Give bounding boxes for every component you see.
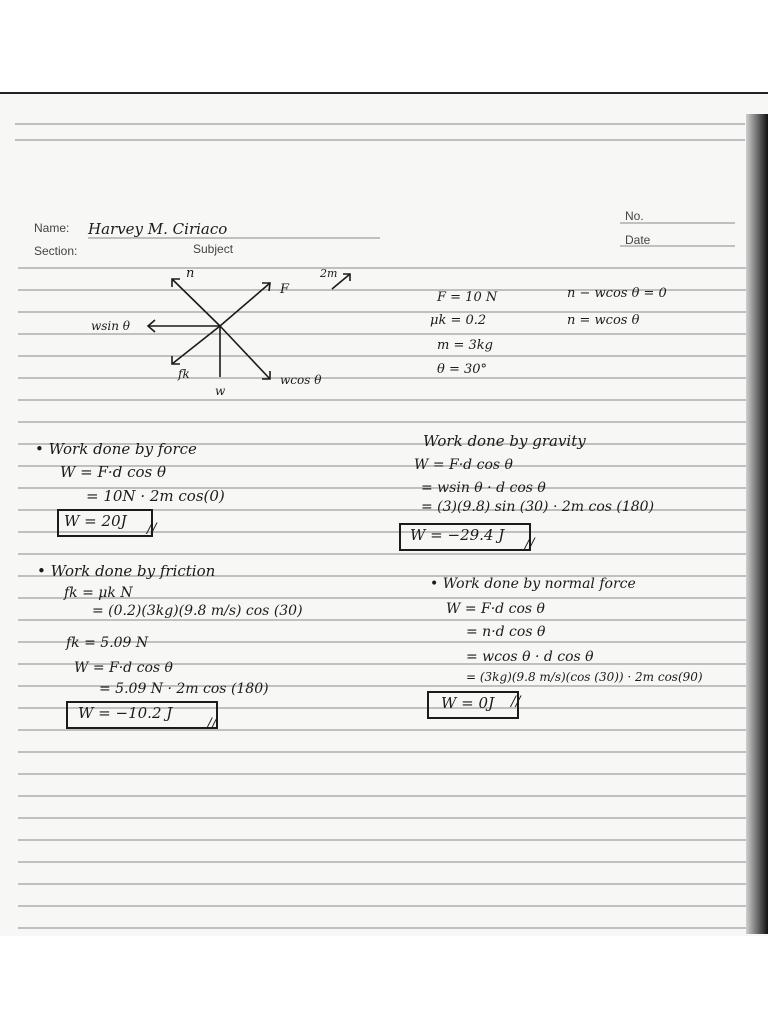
normal-equation-1: n − wcos θ = 0	[567, 286, 667, 301]
student-name: Harvey M. Ciriaco	[88, 220, 228, 238]
applied-force-label: F	[280, 282, 290, 297]
section-label: Section:	[34, 244, 78, 258]
normal-force-label: n	[186, 266, 195, 281]
normal-equation-2: n = wcos θ	[567, 313, 640, 328]
given-force: F = 10 N	[437, 290, 498, 305]
wcos-label: wcos θ	[280, 373, 322, 387]
friction-label: fk	[178, 367, 190, 381]
wsin-label: wsin θ	[91, 319, 131, 333]
gravity-line-1: W = F·d cos θ	[414, 457, 513, 473]
answer-mark: //	[147, 521, 157, 537]
gravity-line-3: = (3)(9.8) sin (30) · 2m cos (180)	[421, 499, 655, 515]
friction-line-3: fk = 5.09 N	[66, 635, 149, 651]
friction-answer: W = −10.2 J	[78, 704, 173, 722]
force-section-title: • Work done by force	[35, 440, 197, 458]
weight-label: w	[215, 384, 226, 398]
notebook-page	[0, 92, 768, 936]
friction-line-5: = 5.09 N · 2m cos (180)	[99, 681, 269, 697]
given-friction-coefficient: μk = 0.2	[430, 313, 487, 328]
force-line-1: W = F·d cos θ	[60, 463, 166, 481]
force-line-2: = 10N · 2m cos(0)	[86, 487, 225, 505]
displacement-label: 2m	[320, 267, 338, 280]
normal-section-title: • Work done by normal force	[430, 576, 636, 592]
normal-answer: W = 0J	[441, 694, 495, 712]
page-edge-shadow	[746, 114, 768, 934]
gravity-section-title: Work done by gravity	[423, 432, 586, 450]
name-label: Name:	[34, 221, 70, 235]
friction-line-4: W = F·d cos θ	[74, 660, 173, 676]
normal-line-1: W = F·d cos θ	[446, 601, 545, 617]
answer-mark: //	[207, 716, 217, 732]
friction-line-2: = (0.2)(3kg)(9.8 m/s) cos (30)	[92, 603, 303, 619]
friction-section-title: • Work done by friction	[37, 562, 216, 580]
friction-line-1: fk = μk N	[64, 585, 133, 601]
gravity-answer: W = −29.4 J	[410, 526, 505, 544]
answer-mark: //	[511, 694, 521, 710]
gravity-line-2: = wsin θ · d cos θ	[421, 480, 546, 496]
normal-line-3: = wcos θ · d cos θ	[466, 649, 594, 665]
force-answer: W = 20J	[64, 512, 127, 530]
answer-mark: //	[525, 536, 535, 552]
date-label: Date	[625, 233, 651, 247]
normal-line-4: = (3kg)(9.8 m/s)(cos (30)) · 2m cos(90)	[466, 670, 703, 684]
given-angle: θ = 30°	[437, 362, 488, 377]
given-mass: m = 3kg	[437, 338, 493, 353]
normal-line-2: = n·d cos θ	[466, 624, 546, 640]
subject-label: Subject	[193, 242, 234, 256]
number-label: No.	[625, 209, 644, 223]
